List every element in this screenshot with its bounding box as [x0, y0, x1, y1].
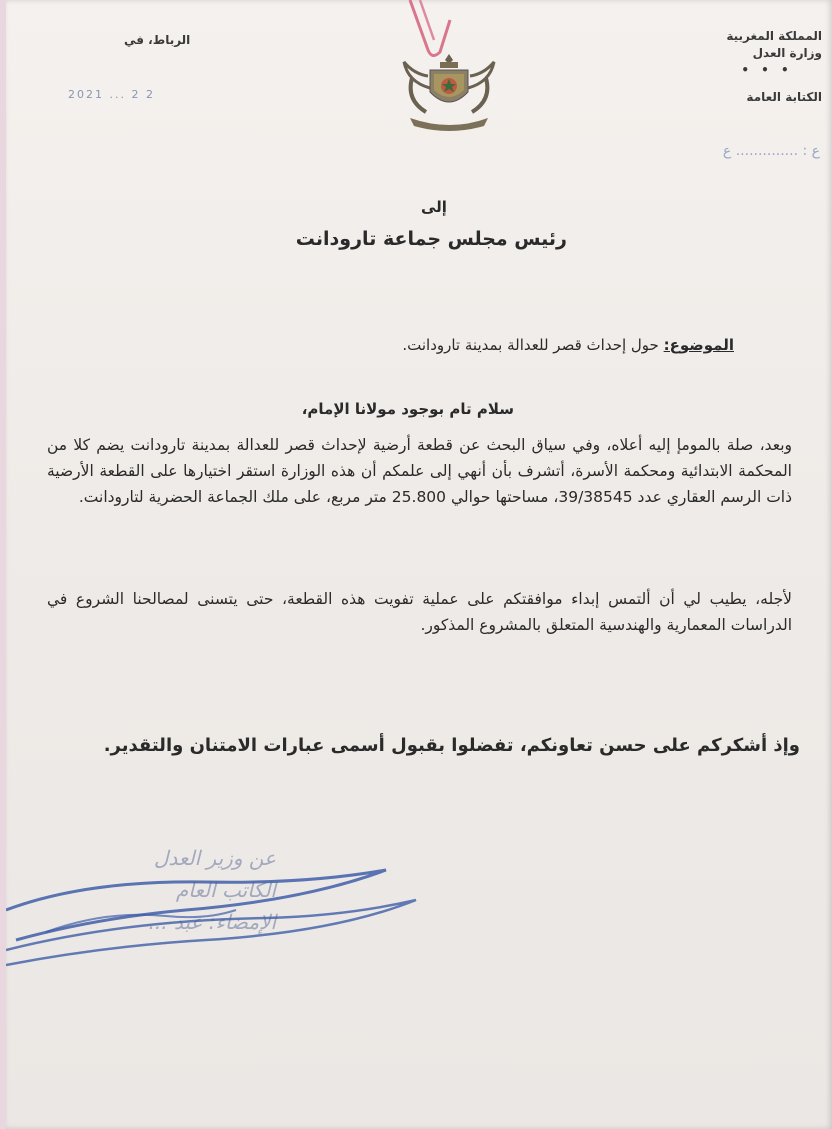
reference-number: ع : .............. ع	[722, 143, 820, 159]
letterhead	[682, 28, 822, 106]
letter-page	[6, 0, 832, 1129]
subject-label: الموضوع:	[663, 336, 734, 354]
addressee-name: رئيس مجلس جماعة تارودانت	[295, 228, 567, 250]
place-label: الرباط، في	[124, 33, 191, 47]
ministry-name: وزارة العدل	[752, 46, 822, 60]
general-secretariat: الكتابة العامة	[746, 90, 822, 104]
date-stamp: 2021 ... 2 2	[68, 88, 155, 101]
country-name: المملكة المغربية	[726, 29, 822, 43]
signature-line-signed: الإمضاء: عبد ...	[148, 910, 276, 934]
handwritten-signature-icon	[6, 840, 426, 970]
subject-line	[402, 336, 734, 354]
addressee-prefix: إلى	[421, 198, 447, 216]
subject-text: حول إحداث قصر للعدالة بمدينة تارودانت.	[402, 336, 659, 354]
letterhead-dots: • • •	[741, 63, 793, 77]
signature-line-secretary: الكاتب العام	[175, 878, 276, 902]
signature-line-minister: عن وزير العدل	[153, 846, 276, 870]
body-paragraph-1: وبعد، صلة بالمومإ إليه أعلاه، وفي سياق البحث عن قطعة أرضية لإحداث قصر للعدالة بمدينة تارودانت يضم كلا من المحكمة الابتدائية ومحكمة الأسرة، أتشرف بأن أنهي إلى علمكم أن هذه الوزارة استقر اختيارها على القطعة الأرضية ذات الرسم العقاري عدد 39/38545، مساحتها حوالي 25.800 متر مربع، على ملك الجماعة الحضرية لتارودانت.	[47, 436, 792, 506]
moroccan-coat-of-arms-icon	[390, 48, 508, 133]
closing-paragraph: وإذ أشكركم على حسن تعاونكم، تفضلوا بقبول أسمى عبارات الامتنان والتقدير.	[103, 735, 800, 756]
greeting: سلام تام بوجود مولانا الإمام،	[301, 400, 514, 418]
body-paragraph-2: لأجله، يطيب لي أن ألتمس إبداء موافقتكم على عملية تفويت هذه القطعة، حتى يتسنى لمصالحنا الشروع في الدراسات المعمارية والهندسية المتعلق بالمشروع المذكور.	[47, 590, 792, 634]
